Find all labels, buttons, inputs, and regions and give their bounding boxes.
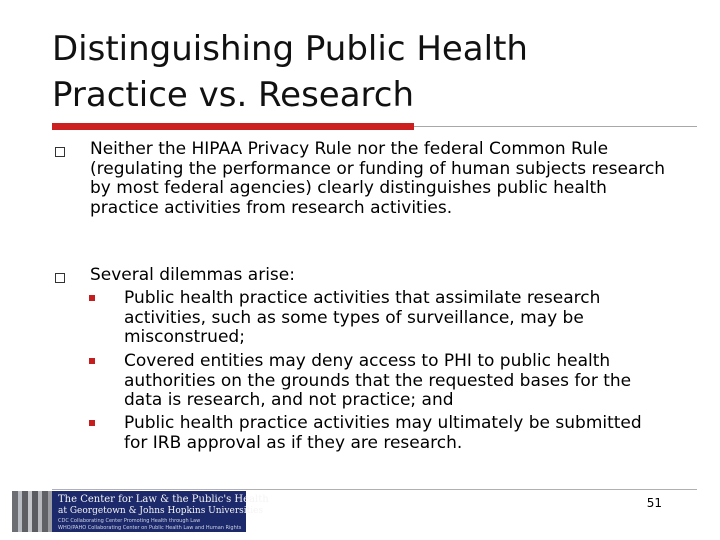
logo-line-4: WHO/PAHO Collaborating Center on Public Health Law and Human Rights <box>58 525 242 531</box>
red-square-bullet-icon <box>89 420 95 426</box>
hollow-square-bullet-icon <box>55 273 65 283</box>
red-square-bullet-icon <box>89 295 95 301</box>
logo-line-2: at Georgetown & Johns Hopkins Universities <box>58 506 264 516</box>
page-number: 51 <box>646 496 662 510</box>
bullet-1-text: Neither the HIPAA Privacy Rule nor the federal Common Rule (regulating the performance or funding of human subjects research by most federal agencies) clearly distinguishes public health practice activities from research activities. <box>90 139 666 218</box>
sub-bullet-1-text: Public health practice activities that assimilate research activities, such as some types of surveillance, may be misconstrued; <box>124 288 601 347</box>
sub-bullet-3-text: Public health practice activities may ultimately be submitted for IRB approval as if they are research. <box>124 413 642 453</box>
logo-line-3: CDC Collaborating Center Promoting Health through Law <box>58 518 201 524</box>
sub-bullet-2-text: Covered entities may deny access to PHI to public health authorities on the grounds that the requested bases for the data is research, and not practice; and <box>124 351 632 410</box>
logo-line-1: The Center for Law & the Public's Health <box>58 494 269 505</box>
title-line-1: Distinguishing Public Health <box>52 29 528 69</box>
footer-divider <box>52 489 697 490</box>
red-square-bullet-icon <box>89 358 95 364</box>
slide-title <box>52 26 692 118</box>
columns-logo-icon <box>12 491 52 532</box>
center-logo <box>12 491 269 532</box>
bullet-2-text: Several dilemmas arise: <box>90 265 295 285</box>
hollow-square-bullet-icon <box>55 147 65 157</box>
title-line-2: Practice vs. Research <box>52 75 415 115</box>
title-accent-bar <box>52 123 414 130</box>
